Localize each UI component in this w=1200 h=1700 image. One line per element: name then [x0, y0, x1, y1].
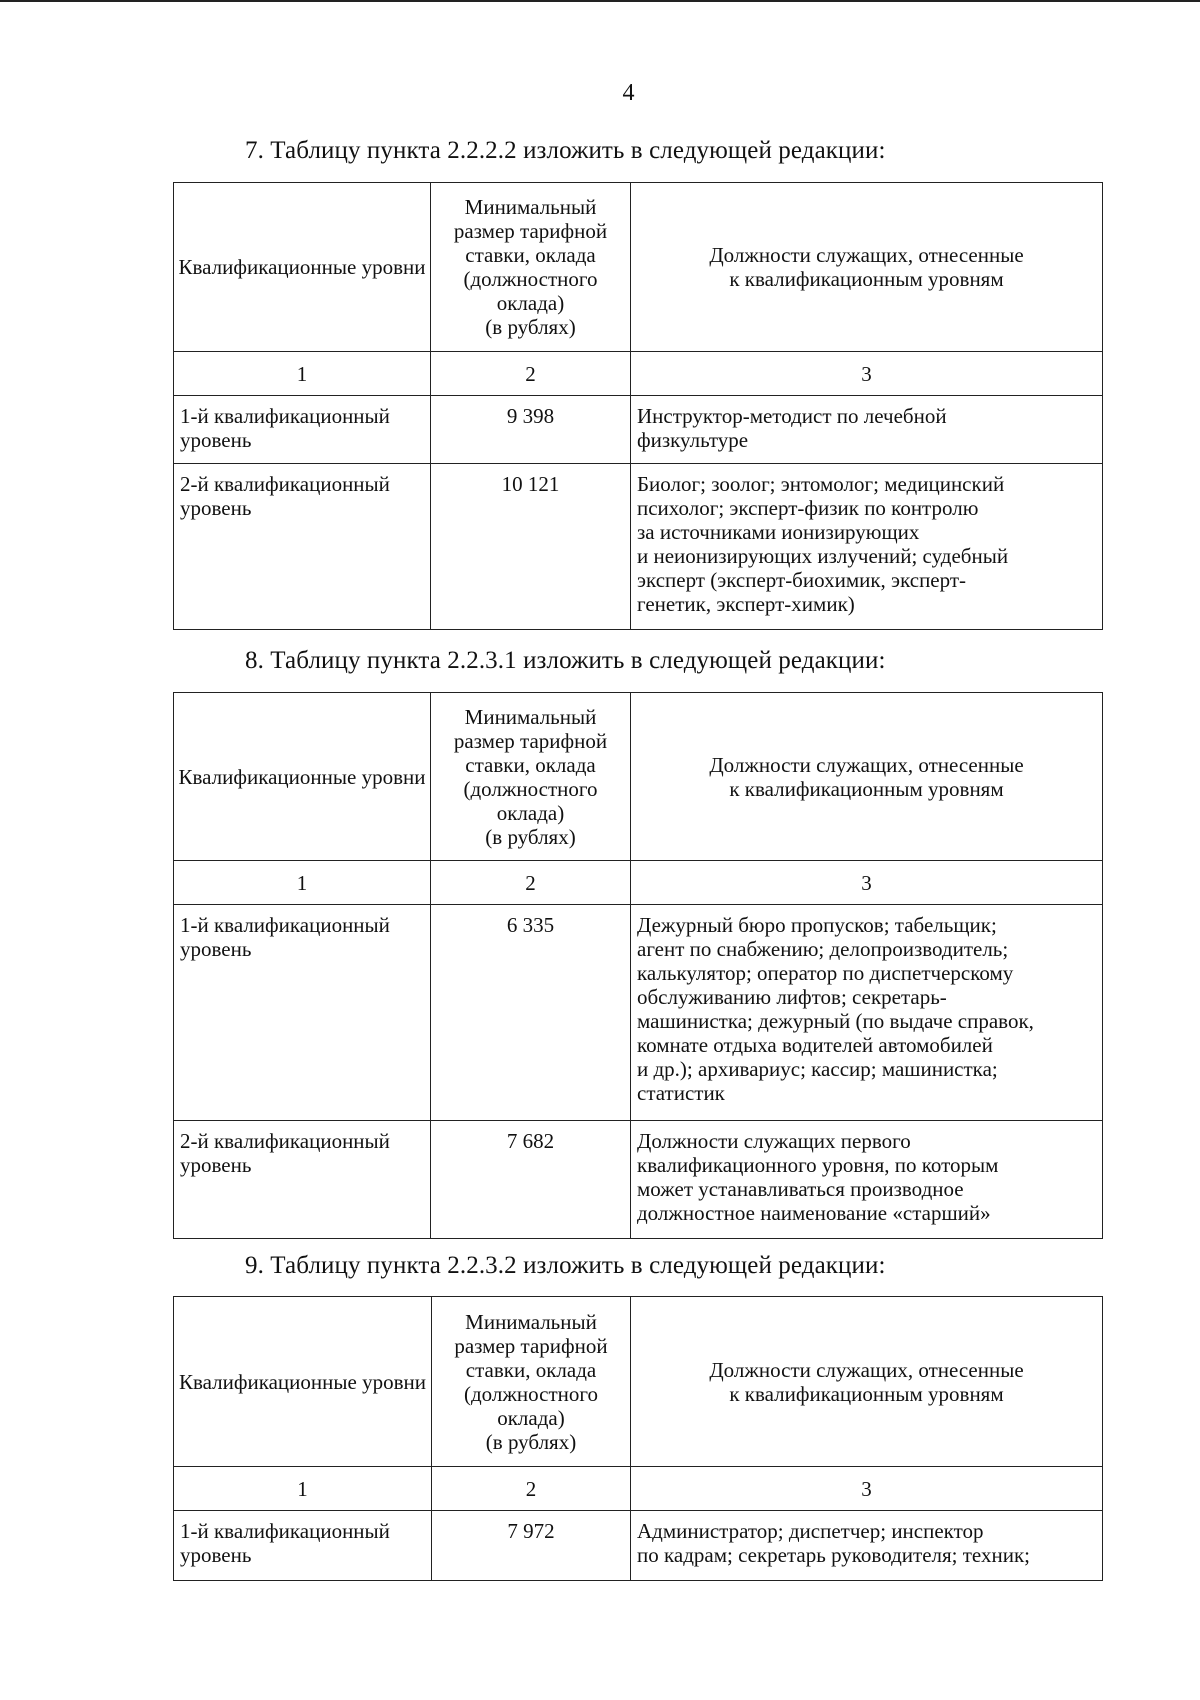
header-positions: Должности служащих, отнесенные к квалификационным уровням: [631, 183, 1103, 352]
column-number: 3: [631, 1467, 1103, 1511]
header-qualification-levels: Квалификационные уровни: [174, 693, 431, 861]
section-heading: 8. Таблицу пункта 2.2.3.1 изложить в следующей редакции:: [245, 647, 886, 674]
header-min-salary: Минимальный размер тарифной ставки, оклада (должностного оклада) (в рублях): [431, 693, 631, 861]
positions-list: Должности служащих первого квалификационного уровня, по которым может устанавливаться производное должностное наименование «старший»: [631, 1121, 1103, 1239]
min-salary-value: 7 972: [432, 1511, 631, 1581]
header-min-salary: Минимальный размер тарифной ставки, оклада (должностного оклада) (в рублях): [431, 183, 631, 352]
column-number: 2: [431, 861, 631, 905]
header-qualification-levels: Квалификационные уровни: [174, 183, 431, 352]
section-heading: 9. Таблицу пункта 2.2.3.2 изложить в следующей редакции:: [245, 1252, 886, 1279]
table-header-row: [174, 1297, 1103, 1467]
column-number: 1: [174, 352, 431, 396]
qualification-level: 1-й квалификационный уровень: [174, 396, 431, 464]
column-number: 3: [631, 861, 1103, 905]
column-number-row: [174, 352, 1103, 396]
positions-list: Инструктор-методист по лечебной физкультуре: [631, 396, 1103, 464]
positions-list: Администратор; диспетчер; инспектор по кадрам; секретарь руководителя; техник;: [631, 1511, 1103, 1581]
positions-list: Дежурный бюро пропусков; табельщик; агент по снабжению; делопроизводитель; калькулятор; оператор по диспетчерскому обслуживанию лифтов; секретарь- машинистка; дежурный (по выдаче справок, комнате отдыха водителей автомобилей и др.); архивариус; кассир; машинистка; статистик: [631, 905, 1103, 1121]
table-row: [174, 396, 1103, 464]
table-2-2-3-1: [173, 692, 1103, 1239]
column-number: 2: [432, 1467, 631, 1511]
column-number: 2: [431, 352, 631, 396]
header-positions: Должности служащих, отнесенные к квалификационным уровням: [631, 1297, 1103, 1467]
table-2-2-2-2: [173, 182, 1103, 630]
min-salary-value: 7 682: [431, 1121, 631, 1239]
section-heading: 7. Таблицу пункта 2.2.2.2 изложить в следующей редакции:: [245, 137, 886, 164]
column-number-row: [174, 861, 1103, 905]
column-number: 1: [174, 1467, 432, 1511]
column-number-row: [174, 1467, 1103, 1511]
header-positions: Должности служащих, отнесенные к квалификационным уровням: [631, 693, 1103, 861]
table-row: [174, 1511, 1103, 1581]
column-number: 3: [631, 352, 1103, 396]
min-salary-value: 10 121: [431, 464, 631, 630]
column-number: 1: [174, 861, 431, 905]
min-salary-value: 9 398: [431, 396, 631, 464]
qualification-level: 1-й квалификационный уровень: [174, 905, 431, 1121]
qualification-level: 2-й квалификационный уровень: [174, 1121, 431, 1239]
page-number: 4: [622, 80, 635, 106]
min-salary-value: 6 335: [431, 905, 631, 1121]
page-top-border: [0, 0, 1200, 2]
qualification-level: 2-й квалификационный уровень: [174, 464, 431, 630]
header-qualification-levels: Квалификационные уровни: [174, 1297, 432, 1467]
header-min-salary: Минимальный размер тарифной ставки, оклада (должностного оклада) (в рублях): [432, 1297, 631, 1467]
table-2-2-3-2: [173, 1296, 1103, 1581]
table-header-row: [174, 693, 1103, 861]
table-header-row: [174, 183, 1103, 352]
positions-list: Биолог; зоолог; энтомолог; медицинский психолог; эксперт-физик по контролю за источниками ионизирующих и неионизирующих излучений; судебный эксперт (эксперт-биохимик, эксперт- генетик, эксперт-химик): [631, 464, 1103, 630]
table-row: [174, 1121, 1103, 1239]
table-row: [174, 464, 1103, 630]
table-row: [174, 905, 1103, 1121]
qualification-level: 1-й квалификационный уровень: [174, 1511, 432, 1581]
